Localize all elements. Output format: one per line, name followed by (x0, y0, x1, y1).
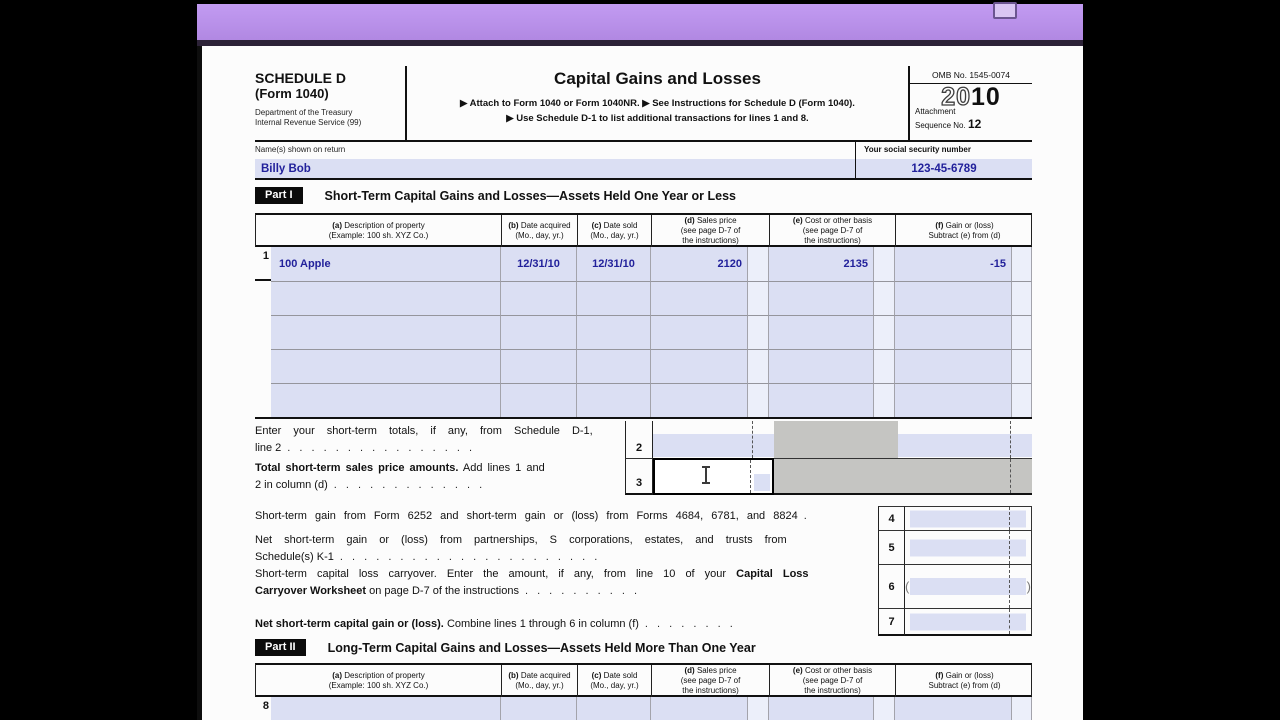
form-id-block (255, 66, 405, 140)
omb-block (910, 66, 1032, 140)
line3-number: 3 (625, 458, 653, 495)
line2-shaded-cell (774, 421, 898, 458)
attach-instruction: ▶ Attach to Form 1040 or Form 1040NR. ▶ See Instructions for Schedule D (Form 1040). (460, 98, 855, 109)
col-c-header: (c) Date sold (Mo., day, yr.) (577, 215, 651, 247)
text-cursor (705, 467, 707, 483)
cents-separator (1009, 507, 1010, 530)
date-acquired-cell[interactable] (500, 315, 576, 349)
cost-basis-cell[interactable] (768, 697, 873, 720)
sales-price-cents-cell[interactable] (747, 247, 768, 281)
date-acquired-cell[interactable] (500, 383, 576, 417)
line3-shaded-cell (898, 458, 1032, 495)
gain-loss-cell[interactable] (894, 697, 1011, 720)
line3-sales-price-field[interactable] (653, 458, 774, 495)
part1-heading (255, 187, 1032, 204)
attachment-sequence: Attachment Sequence No. 12 (915, 107, 982, 131)
line5-number: 5 (878, 530, 905, 564)
cents-separator (750, 460, 751, 493)
col-b-header: (b) Date acquired (Mo., day, yr.) (501, 665, 577, 697)
gain-loss-cell[interactable] (894, 383, 1011, 417)
line4-number: 4 (878, 506, 905, 530)
part2-heading (255, 639, 1032, 656)
line6-text: Short-term capital loss carryover. Enter the amount, if any, from line 10 of your Capital Loss Carryover Worksheet on page D-7 of the instructions . . . . . . . . . . (255, 568, 809, 598)
description-cell[interactable] (271, 383, 500, 417)
gain-loss-cell[interactable] (894, 315, 1011, 349)
line2-gain-field[interactable] (898, 421, 1032, 458)
col-c-header: (c) Date sold (Mo., day, yr.) (577, 665, 651, 697)
schedule-d1-instruction: ▶ Use Schedule D-1 to list additional transactions for lines 1 and 8. (506, 112, 809, 124)
date-sold-cell[interactable] (576, 383, 650, 417)
cost-basis-cell[interactable] (768, 281, 873, 315)
description-cell[interactable] (271, 281, 500, 315)
date-acquired-cell[interactable]: 12/31/10 (500, 247, 576, 281)
table-row-empty (255, 281, 1032, 315)
date-sold-cell[interactable] (576, 281, 650, 315)
date-acquired-cell[interactable] (500, 349, 576, 383)
date-sold-cell[interactable] (576, 697, 650, 720)
gain-loss-cell[interactable]: -15 (894, 247, 1011, 281)
sales-price-cell[interactable] (650, 697, 747, 720)
cost-basis-cents-cell[interactable] (873, 247, 894, 281)
line3-shaded-cell (774, 458, 898, 495)
tax-year: 2010 (941, 83, 1001, 111)
identity-row (255, 142, 1032, 180)
col-e-header: (e) Cost or other basis (see page D-7 of the instructions) (769, 215, 895, 247)
line2-sales-price-field[interactable] (653, 421, 774, 458)
cost-basis-cell[interactable]: 2135 (768, 247, 873, 281)
date-acquired-cell[interactable] (500, 697, 576, 720)
name-label: Name(s) shown on return (255, 145, 346, 154)
line2-text: Enter your short-term totals, if any, from Schedule D-1, line 2 . . . . . . . . . . . . . . . . (255, 425, 593, 455)
col-b-header: (b) Date acquired (Mo., day, yr.) (501, 215, 577, 247)
form-title: Capital Gains and Losses (554, 69, 761, 88)
window-button-icon[interactable] (993, 2, 1017, 19)
date-sold-cell[interactable] (576, 315, 650, 349)
description-cell[interactable] (271, 697, 500, 720)
table2-header (255, 663, 1032, 697)
part1-title: Short-Term Capital Gains and Losses—Assets Held One Year or Less (324, 188, 736, 203)
description-cell[interactable]: 100 Apple (271, 247, 500, 281)
cost-basis-cell[interactable] (768, 349, 873, 383)
lines-4-7 (255, 506, 1032, 636)
form-header (255, 66, 1032, 142)
col-a-header: (a) Description of property (Example: 100 sh. XYZ Co.) (328, 221, 429, 240)
date-acquired-cell[interactable] (500, 281, 576, 315)
cost-basis-cell[interactable] (768, 383, 873, 417)
line2-number: 2 (625, 421, 653, 458)
part2-title: Long-Term Capital Gains and Losses—Assets Held More Than One Year (327, 640, 756, 655)
ssn-label: Your social security number (864, 145, 971, 154)
cents-separator (752, 421, 753, 458)
table-row-empty (255, 315, 1032, 349)
line5-text: Net short-term gain or (loss) from partnerships, S corporations, estates, and trusts from Schedule(s) K-1 . . . . . . . . . . . . . . . . . . . . . . (255, 534, 787, 564)
table1-header (255, 213, 1032, 247)
line6-number: 6 (878, 564, 905, 608)
description-cell[interactable] (271, 315, 500, 349)
cents-separator (1009, 609, 1010, 634)
description-cell[interactable] (271, 349, 500, 383)
table-row-1 (255, 247, 1032, 281)
col-d-header: (d) Sales price (see page D-7 of the instructions) (651, 215, 769, 247)
omb-number: OMB No. 1545-0074 (910, 66, 1032, 84)
col-d-header: (d) Sales price (see page D-7 of the instructions) (651, 665, 769, 697)
schedule-name: SCHEDULE D (255, 70, 347, 86)
lines-2-3 (255, 421, 1032, 495)
col-f-header: (f) Gain or (loss) Subtract (e) from (d) (895, 215, 1033, 247)
ssn-field[interactable]: 123-45-6789 (856, 159, 1032, 178)
date-sold-cell[interactable]: 12/31/10 (576, 247, 650, 281)
table-row-empty (255, 349, 1032, 383)
cents-separator (1009, 565, 1010, 608)
window-titlebar (197, 4, 1083, 46)
dept-line2: Internal Revenue Service (99) (255, 118, 362, 128)
form-number: (Form 1040) (255, 86, 329, 102)
line5-amount-field[interactable] (905, 530, 1032, 564)
name-field[interactable]: Billy Bob (255, 159, 855, 178)
line1-number: 1 (255, 247, 271, 281)
sales-price-cell[interactable] (650, 349, 747, 383)
gain-loss-cell[interactable] (894, 281, 1011, 315)
line7-text: Net short-term capital gain or (loss). Combine lines 1 through 6 in column (f) . . . . . . . . (255, 618, 733, 630)
cents-separator (1010, 459, 1011, 493)
line7-amount-field[interactable] (905, 608, 1032, 636)
schedule-d-document (197, 46, 1083, 720)
sales-price-cell[interactable] (650, 315, 747, 349)
form-title-block (407, 66, 908, 140)
cost-basis-cell[interactable] (768, 315, 873, 349)
gain-loss-cell[interactable] (894, 349, 1011, 383)
line4-amount-field[interactable] (905, 506, 1032, 530)
line7-number: 7 (878, 608, 905, 636)
part2-label: Part II (255, 639, 306, 656)
sales-price-cell[interactable]: 2120 (650, 247, 747, 281)
cents-separator (1010, 421, 1011, 458)
part1-label: Part I (255, 187, 303, 204)
table1-body (255, 247, 1032, 419)
sales-price-cell[interactable] (650, 281, 747, 315)
line4-text: Short-term gain from Form 6252 and short-term gain or (loss) from Forms 4684, 6781, and 8824 . (255, 510, 807, 522)
line8-number: 8 (262, 700, 269, 712)
date-sold-cell[interactable] (576, 349, 650, 383)
cents-separator (1009, 531, 1010, 564)
dept-line1: Department of the Treasury (255, 108, 353, 118)
gain-loss-cents-cell[interactable] (1011, 247, 1032, 281)
col-e-header: (e) Cost or other basis (see page D-7 of the instructions) (769, 665, 895, 697)
line6-amount-field[interactable]: ( ) (905, 564, 1032, 608)
form-content (255, 66, 1032, 720)
table-row-empty (255, 383, 1032, 417)
sales-price-cell[interactable] (650, 383, 747, 417)
col-a-header: (a) Description of property (Example: 100 sh. XYZ Co.) (328, 671, 429, 690)
col-f-header: (f) Gain or (loss) Subtract (e) from (d) (895, 665, 1033, 697)
table-row-8 (255, 697, 1032, 720)
line3-text: Total short-term sales price amounts. Add lines 1 and 2 in column (d) . . . . . . . . . . . . . (255, 462, 545, 492)
